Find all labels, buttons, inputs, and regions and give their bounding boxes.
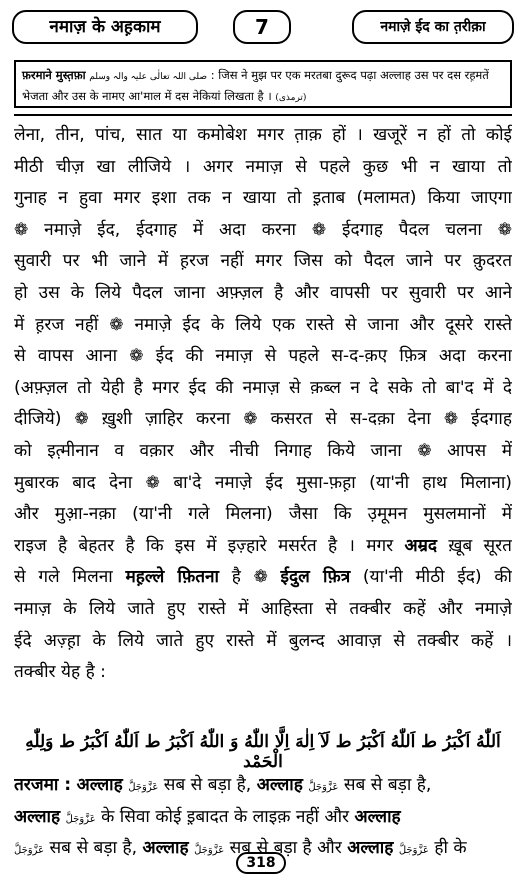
allah-word: अल्लाह — [142, 838, 189, 859]
azza-wa-jall: عَزَّوَجَلَّ — [128, 782, 159, 793]
hadith-text-2: भेजता और उस के नामए आ'माल में दस नेकियां लिखता है । — [22, 89, 272, 103]
hadith-label: फ़रमाने मुस्त़फ़ा — [22, 68, 86, 82]
body-line: गुनाह न हुवा मगर इशा तक न खाया तो इ़ताब (मलामत) किया जाएगा — [14, 188, 512, 209]
allah-word: अल्लाह — [347, 838, 394, 859]
translation-seg: सब से बड़ा है, — [343, 775, 432, 795]
allah-word: अल्लाह — [76, 775, 123, 795]
page-number: 318 — [236, 852, 286, 874]
body-line: दीजिये) ❁ ख़ुशी ज़ाहिर करना ❁ कसरत से स-दक़ा देना ❁ ईदगाह — [14, 409, 512, 430]
hadith-box — [14, 60, 512, 108]
azza-wa-jall: عَزَّوَجَلَّ — [308, 782, 339, 793]
flower-bullet-icon: ❁ — [417, 440, 432, 461]
flower-bullet-icon: ❁ — [109, 314, 124, 335]
body-line: से गले मिलना मह़ल्ले फ़ितना है ❁ ईदुल फ़ित्र (या'नी मीठी ईद) की — [14, 567, 512, 588]
main-text — [14, 120, 512, 689]
azza-wa-jall: عَزَّوَجَلَّ — [14, 845, 45, 857]
hadith-line-1 — [22, 66, 504, 87]
hadith-text-1: : जिस ने मुझ पर एक मरतबा दुरूद पढ़ा अल्लाह उस पर दस रह़मतें — [210, 68, 489, 82]
allah-word: अल्लाह — [354, 806, 401, 827]
body-line: में ह़रज नहीं ❁ नमाज़े ईद के लिये एक रास्ते से जाना और दूसरे रास्ते — [14, 314, 512, 335]
hadith-line-2 — [22, 87, 504, 108]
body-line: तक्बीर येह है : — [14, 662, 106, 683]
divider — [14, 114, 512, 116]
flower-bullet-icon: ❁ — [253, 567, 268, 588]
flower-bullet-icon: ❁ — [497, 219, 512, 240]
translation-seg: के सिवा कोई इ़बादत के लाइक़ नहीं और — [101, 806, 350, 827]
translation-block — [14, 770, 512, 865]
chapter-title-badge: नमाज़े ईद का त़रीक़ा — [352, 10, 514, 44]
salutation-text: صلی اللہ تعالٰی علیہ والہ وسلم — [89, 72, 208, 82]
body-line: ❁ नमाज़े ईद, ईदगाह में अदा करना ❁ ईदगाह पैदल चलना ❁ — [14, 219, 512, 240]
body-line: सुवारी पर भी जाने में ह़रज नहीं मगर जिस को पैदल जाने पर क़ुदरत — [14, 251, 512, 272]
arabic-takbir: اَللّٰهُ اَكْبَرُ ط اَللّٰهُ اَكْبَرُ ط لَآ اِلٰهَ اِلَّا اللّٰهُ وَ اللّٰهُ اَكْبَرُ ط اَللّٰهُ اَكْبَرُ ط وَلِلّٰهِ الْحَمْد — [25, 732, 501, 772]
azza-wa-jall: عَزَّوَجَلَّ — [65, 813, 96, 825]
body-line: नमाज़ के लिये जाते हुए रास्ते में आहिस्ता से तक्बीर कहें और नमाज़े — [14, 598, 512, 619]
body-line: से वापस आना ❁ ईद की नमाज़ से पहले स-द-क़ए फ़ित्र अदा करना — [14, 346, 512, 367]
azza-wa-jall: عَزَّوَجَلَّ — [194, 845, 225, 857]
body-line: और मुआ़-नक़ा (या'नी गले मिलना) जैसा कि उ़मूमन मुसलमानों में — [14, 504, 512, 525]
translation-seg: सब से बड़ा है और — [229, 838, 342, 859]
body-line: हो उस के लिये पैदल जाना अफ़्ज़ल है और वापसी पर सुवारी पर आने — [14, 282, 512, 303]
flower-bullet-icon: ❁ — [145, 472, 160, 493]
translation-line-1 — [14, 770, 512, 802]
translation-seg: ही के — [434, 838, 467, 859]
body-line: (अफ़्ज़ल तो येही है मगर ईद की नमाज़ से क़ब्ल न दे सके तो बा'द में दे — [14, 377, 512, 398]
body-line: लेना, तीन, पांच, सात या कमोबेश मगर त़ाक़ हों । खजूरें न हों तो कोई — [14, 125, 512, 145]
flower-bullet-icon: ❁ — [311, 219, 327, 240]
body-line: राइज है बेहतर है कि इस में इज़्हारे मसर्रत है । मगर अम्रद ख़ूब सूरत — [14, 535, 512, 556]
allah-word: अल्लाह — [256, 775, 303, 795]
hadith-source: (ترمذی) — [275, 93, 307, 103]
body-line: को इत़्मीनान व वक़ार और नीची निगाह किये जाना ❁ आपस में — [14, 440, 512, 461]
translation-line-2 — [14, 802, 512, 834]
azza-wa-jall: عَزَّوَجَلَّ — [398, 845, 429, 857]
flower-bullet-icon: ❁ — [129, 346, 144, 367]
translation-label: तरजमा : — [14, 775, 72, 795]
flower-bullet-icon: ❁ — [443, 409, 459, 430]
flower-bullet-icon: ❁ — [74, 409, 89, 430]
body-line: मुबारक बाद देना ❁ बा'दे नमाज़े ईद मुसा-फ़ह़ा (या'नी हाथ मिलाना) — [14, 472, 512, 493]
book-page-number-badge: 7 — [233, 10, 291, 44]
flower-bullet-icon: ❁ — [14, 219, 29, 240]
book-title-badge: नमाज़ के अह़काम — [12, 10, 198, 44]
allah-word: अल्लाह — [14, 806, 61, 827]
flower-bullet-icon: ❁ — [243, 409, 258, 430]
body-line: ईदे अज़्ह़ा के लिये जाते हुए रास्ते में बुलन्द आवाज़ से तक्बीर कहें । — [14, 630, 512, 651]
translation-seg: सब से बड़ा है, — [163, 775, 252, 795]
body-line: मीठी चीज़ खा लीजिये । अगर नमाज़ से पहले कुछ भी न खाया तो — [14, 156, 512, 177]
translation-seg: सब से बड़ा है, — [49, 838, 138, 859]
